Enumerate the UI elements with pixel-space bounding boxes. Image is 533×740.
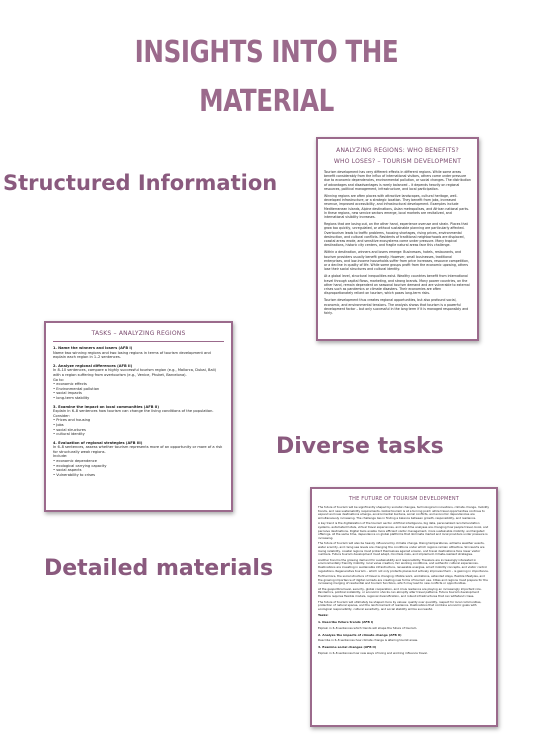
- page-title-line-2: MATERIAL: [199, 84, 334, 119]
- task-line: Include:: [53, 454, 68, 459]
- document-preview-tasks: [44, 321, 233, 512]
- label-structured-information: Structured Information: [3, 171, 278, 195]
- doc-paragraph: At the geopolitical level, security, global cooperation, and crisis resilience are playing an increasingly important role. Pandemics, political instability, or economic shocks can abruptly alter travel patterns. Future tourism development therefore requires flexible models, regional diversification, and robust infrastructures that can withstand crises.: [318, 586, 482, 599]
- task-line: • Prices and housing: [53, 418, 91, 423]
- task-title: 3. Examine social changes (AFB II): [318, 645, 377, 650]
- task-line: In 8–10 sentences, compare a highly successful tourism region (e.g., Mallorca, Dubai, Bali) with a region suffering from overtourism (e.g., Venice, Phuket, Barcelona).: [53, 368, 217, 377]
- doc-paragraph: Regions that are losing out, on the other hand, experience overuse and strain. Places that grow too quickly, unregulated, or without sustainable planning are particularly affected. Overtourism leads to traffic problems, housing shortages, rising prices, environmental destruction, and cultural conflicts. Residents of traditional neighborhoods are displaced, coastal areas erode, and sensitive ecosystems come under pressure. Many tropical destinations, historic city centers, and fragile natural areas face this challenge.: [324, 222, 468, 248]
- doc-paragraph: Within a destination, winners and losers emerge: Businesses, hotels, restaurants, and tourism providers usually benefit greatly. However, small businesses, traditional enterprises, and low-income households suffer from price increases, resource competition, or a decline in quality of life. While some groups profit from the economic upswing, others lose their social structures and cultural identity.: [324, 250, 469, 272]
- tasks-heading: Tasks:: [318, 613, 329, 618]
- doc-title: THE FUTURE OF TOURISM DEVELOPMENT: [348, 496, 460, 502]
- task-title: 2. Analyze regional differences (AFB II): [53, 363, 133, 368]
- doc-paragraph: At a global level, structural inequalities exist. Wealthy countries benefit from international travel through capital flows, marketing, and strong brands. Many poorer countries, on the other hand, remain dependent on seasonal tourism demand and are vulnerable to external crises such as pandemics or climate disasters. Their economies are often disproportionately reliant on tourism, which poses long-term risks.: [324, 274, 470, 296]
- label-diverse-tasks: Diverse tasks: [276, 434, 444, 459]
- task-line: Explain in 6–8 sentences how tourism can change the living conditions of the population. Consider:: [53, 409, 214, 418]
- task-line: In 6–8 sentences, assess whether tourism represents more of an opportunity or more of a risk for structurally weak regions.: [53, 445, 223, 454]
- task-line: • social structures: [53, 427, 86, 432]
- doc-paragraph: Tourism development thus creates regional opportunities, but also profound social, economic, and environmental tensions. The analysis shows that tourism is a powerful development factor – but only successful in the long term if it is managed responsibly and fairly.: [324, 298, 469, 316]
- document-preview-future-of-tourism: [310, 487, 498, 727]
- task-title: 1. Describe future trends (AFB I): [318, 620, 374, 625]
- label-detailed-materials: Detailed materials: [44, 556, 274, 581]
- task-text: Explain in 6–8 sentences which trends will shape the future of tourism.: [318, 626, 418, 631]
- task-line: • ecological carrying capacity: [53, 463, 107, 468]
- task-line: • social impacts: [53, 391, 82, 396]
- task-line: • social aspects: [53, 468, 82, 473]
- doc-paragraph: The future of tourism will ultimately be shaped more by values: quality over quantity, respect for local communities, protection of natural spaces, and the reinforcement of resilience. Destinations that combine economic goals with ecological responsibility, cultural sensitivity, and social stability will be successful.: [318, 599, 482, 611]
- task-title: 4. Evaluation of regional strategies (AFB III): [53, 440, 143, 445]
- page-title-line-1: INSIGHTS INTO THE: [134, 35, 399, 70]
- task-title: 3. Examine the impact on local communities (AFB II): [53, 404, 159, 409]
- task-title: 2. Analyze the impacts of climate change (AFB II): [318, 632, 402, 637]
- task-line: • Environmental pollution: [53, 386, 100, 391]
- task-text: Describe in 6–8 sentences how climate change is altering tourist areas.: [318, 638, 419, 643]
- task-line: Name two winning regions and two losing regions in terms of tourism development and explain each region in 1–2 sentences.: [53, 350, 211, 360]
- doc-title: TASKS – ANALYZING REGIONS: [91, 330, 186, 337]
- doc-title-line-2: WHO LOSES? – TOURISM DEVELOPMENT: [333, 158, 462, 165]
- doc-title-line-1: ANALYZING REGIONS: WHO BENEFITS?: [336, 147, 459, 154]
- doc-paragraph: Another trend is the growing demand for sustainability and responsibility. Travelers are increasingly interested in environmentally friendly mobility, local value creation, fair working conditions, and authentic cultural experiences. Destinations are investing in sustainable infrastructure, renewable energies, smart mobility concepts, and visitor control regulations. Regenerative tourism – which not only protects places but actively improves them – is gaining in importance.: [318, 557, 489, 573]
- task-line: • Vulnerability to crises: [53, 472, 96, 477]
- task-title: 1. Name the winners and losers (AFB I): [53, 346, 133, 350]
- task-line: • economic effects: [53, 382, 87, 387]
- divider: [53, 341, 224, 342]
- document-preview-analyzing-regions: [316, 137, 479, 341]
- doc-paragraph: Winning regions are often places with attractive landscapes, cultural heritage, well-developed infrastructure, or a strategic location. They benefit from jobs, increased revenue, improved accessibility, and infrastructural development. Examples include Mediterranean islands, Alpine destinations, Asian metropolises, and African national parks. In these regions, new service sectors emerge, local markets are revitalized, and international visibility increases.: [324, 194, 470, 220]
- doc-paragraph: Tourism development has very different effects in different regions. While some areas benefit considerably from the influx of international visitors, others come under pressure due to economic dependencies, environmental pollution, or social changes. The distribution of advantages and disadvantages is rarely balanced – it depends heavily on regional resources, political management, infrastructure, and local participation.: [324, 170, 471, 191]
- task-line: • Jobs: [53, 422, 64, 427]
- task-line: • cultural identity: [53, 432, 85, 437]
- doc-paragraph: A key trend is the digitalization of the tourism sector. Artificial intelligence, big data, personalized recommendation systems, automated hotels, virtual travel experiences, and real-time analyses are changing how people travel, book, and perceive destinations. Digital tools enable more efficient visitor management, more sustainable mobility, and targeted offerings. At the same time, dependence on global platforms that dominate market and local providers under pressure is increasing.: [318, 521, 489, 540]
- task-line: Go to:: [53, 377, 64, 382]
- task-line: • long-term stability: [53, 395, 90, 400]
- doc-paragraph: The future of tourism will also be heavily influenced by climate change. Rising temperatures, extreme weather events, water scarcity, and rising sea levels are changing the conditions under which regions remain attractive. Ski resorts are losing reliability, coastal regions must protect themselves against erosion, and travel destinations face lower visitor numbers. Future tourism development must adapt, minimize risks, and implement climate-resilient strategies.: [318, 541, 485, 557]
- doc-paragraph: Furthermore, the social structure of travel is changing: Mobile work, workations, extended stays, flexible lifestyles, and the growing importance of digital nomads are creating new forms of tourism use. Cities and regions must prepare for the increasing merging of residential and tourism functions, which may lead to new conflicts or opportunities.: [318, 574, 488, 586]
- task-line: • economic dependence: [53, 459, 97, 464]
- task-text: Explain in 6–8 sentences how new ways of living and working influence travel.: [318, 650, 428, 655]
- doc-paragraph: The future of tourism will be significantly shaped by societal changes, technological innovations, climate change, mobility trends, and new sustainability requirements. Global tourism is at a turning point: while travel opportunities continue to expand and new destinations emerge, environmental burdens, social conflicts, and economic dependencies are simultaneously increasing. The challenge lies in finding a balance between growth, responsibility, and resilience.: [318, 505, 490, 520]
